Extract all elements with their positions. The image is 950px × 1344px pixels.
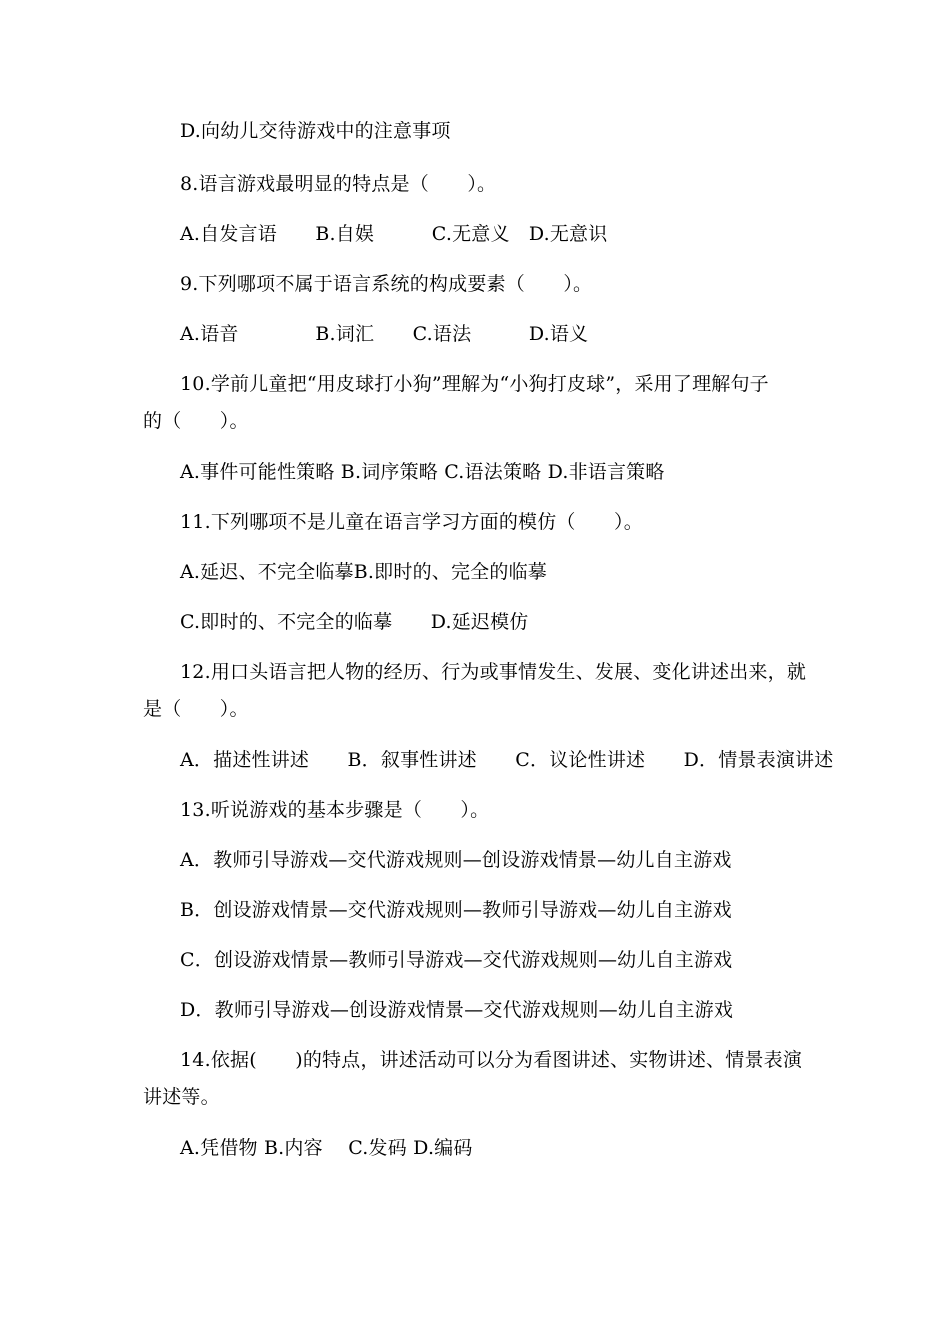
q9-options: A.语音 B.词汇 C.语法 D.语义 [180,323,589,345]
q11-options-ab: A.延迟、不完全临摹B.即时的、完全的临摹 [180,561,547,583]
q13-option-b: B．创设游戏情景—交代游戏规则—教师引导游戏—幼儿自主游戏 [180,899,732,921]
q10-options: A.事件可能性策略 B.词序策略 C.语法策略 D.非语言策略 [180,461,665,483]
q12-options: A．描述性讲述 B．叙事性讲述 C．议论性讲述 D．情景表演讲述 [180,749,834,771]
q9-stem: 9.下列哪项不属于语言系统的构成要素（ ）。 [180,273,593,295]
q7-option-d: D.向幼儿交待游戏中的注意事项 [180,120,451,142]
q12-stem-cont: 是（ ）。 [143,698,249,720]
q14-options: A.凭借物 B.内容 C.发码 D.编码 [180,1137,473,1159]
q13-option-a: A．教师引导游戏—交代游戏规则—创设游戏情景—幼儿自主游戏 [180,849,732,871]
q13-stem: 13.听说游戏的基本步骤是（ ）。 [180,799,490,821]
q8-stem: 8.语言游戏最明显的特点是（ ）。 [180,173,497,195]
q11-options-cd: C.即时的、不完全的临摹 D.延迟模仿 [180,611,529,633]
q12-stem: 12.用口头语言把人物的经历、行为或事情发生、发展、变化讲述出来，就 [180,661,807,683]
q10-stem: 10.学前儿童把“用皮球打小狗”理解为“小狗打皮球”，采用了理解句子 [180,373,769,395]
q13-option-d: D．教师引导游戏—创设游戏情景—交代游戏规则—幼儿自主游戏 [180,999,734,1021]
q14-stem: 14.依据( )的特点，讲述活动可以分为看图讲述、实物讲述、情景表演 [180,1049,803,1071]
q8-options: A.自发言语 B.自娱 C.无意义 D.无意识 [180,223,608,245]
q10-stem-cont: 的（ ）。 [143,410,249,432]
q13-option-c: C．创设游戏情景—教师引导游戏—交代游戏规则—幼儿自主游戏 [180,949,733,971]
q11-stem: 11.下列哪项不是儿童在语言学习方面的模仿（ ）。 [180,511,643,533]
q14-stem-cont: 讲述等。 [143,1086,220,1108]
